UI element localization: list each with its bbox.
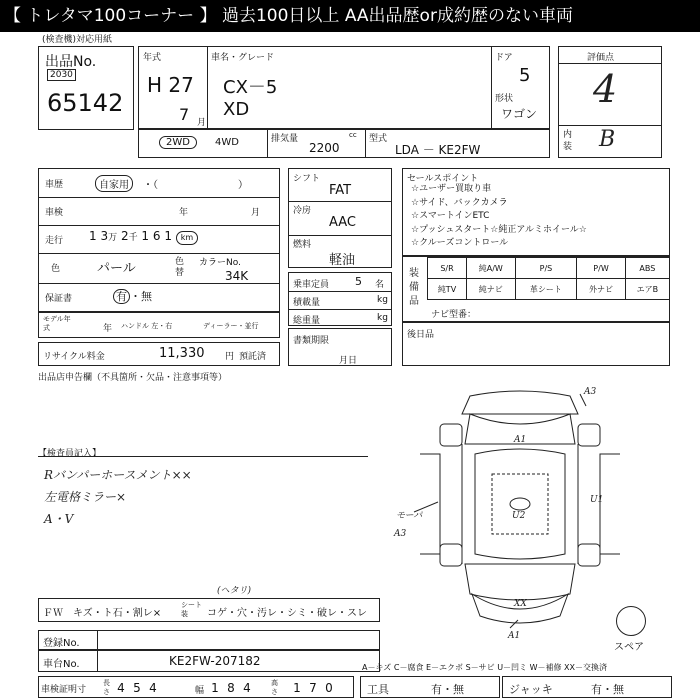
spare-label: スペア [614, 642, 644, 653]
length-digit: 4 [149, 681, 157, 695]
warranty-value: 有 [113, 289, 130, 304]
equipment-label: 装備品 [409, 268, 419, 307]
year-value: 27 [168, 73, 194, 97]
score-label: 評価点 [587, 53, 615, 63]
capacity-block [288, 272, 392, 326]
history-value: 自家用 [95, 175, 133, 192]
color-no: 34K [225, 269, 249, 283]
diagram-a3-top: A3 [584, 387, 597, 397]
recycle-label: リサイクル料金 [43, 352, 105, 362]
interior-label: 内装 [563, 130, 573, 152]
history-label: 車歴 [45, 180, 64, 190]
aircon-value: AAC [329, 215, 356, 230]
tools-label: 工具 [367, 683, 389, 696]
lot-stamp: 2030 [47, 69, 76, 81]
lot-label: 出品No. [45, 54, 97, 70]
registration-row [38, 630, 380, 650]
handle-label: ハンドル 左・右 [121, 322, 173, 330]
sales-point-item: ☆スマートインETC [411, 211, 490, 221]
diagram-u2-center: U2 [512, 511, 526, 521]
height-digit: 1 [293, 681, 301, 695]
banner: 【 トレタマ100コーナー 】 過去100日以上 AA出品歴or成約歴のない車両 [0, 0, 700, 32]
weight-unit: kg [377, 313, 388, 323]
mileage-man: 1 3 [89, 229, 109, 243]
model-year-row [38, 312, 280, 338]
car-diagram [394, 384, 640, 644]
recycle-unit: 円 [225, 352, 235, 362]
year-era: H [147, 73, 163, 97]
vehicle-cert-row [38, 676, 354, 698]
chassis-value: KE2FW-207182 [169, 654, 261, 668]
score-value: 4 [593, 67, 618, 111]
capacity-label: 乗車定員 [293, 280, 330, 290]
color-value: パール [97, 261, 136, 276]
inspection-year-unit: 年 [179, 208, 189, 218]
history-rest: ・（ ） [143, 180, 248, 191]
inspection-month-unit: 月 [251, 208, 261, 218]
doors-label: ドア [495, 53, 513, 63]
diagram-xx: XX [514, 599, 527, 609]
drive-2wd: 2WD [159, 136, 197, 149]
mileage-man-unit: 万 [108, 233, 118, 243]
navi-label: ナビ型番： [431, 310, 477, 320]
equip-ext-navi: 外ナビ [577, 279, 625, 300]
recycle-note: 預託済 [239, 352, 267, 362]
mileage-sen-unit: 千 [128, 233, 138, 243]
mileage-rest: 1 6 1 [141, 229, 172, 243]
inspection-label: 車検 [45, 208, 64, 218]
sales-points-label: セールスポイント [407, 174, 479, 184]
capacity-value: 5 [355, 275, 362, 288]
width-digit: 4 [243, 681, 251, 695]
sales-point-item: ☆クルーズコントロール [411, 238, 509, 248]
equipment-table [427, 257, 670, 300]
equip-sr: S/R [428, 258, 467, 279]
jack-value: 有・無 [591, 683, 624, 696]
mileage-unit: km [176, 231, 198, 245]
inspector-label: 【検査員記入】 [38, 449, 102, 459]
length-digits [113, 681, 161, 695]
shift-label: シフト [293, 174, 321, 184]
capacity-unit: 名 [375, 280, 385, 290]
spec-strip [138, 128, 550, 158]
height-digit: 0 [325, 681, 333, 695]
tools-row [360, 676, 500, 698]
mileage-sen: 2 [120, 229, 129, 243]
model-name: CX－5 [223, 77, 278, 98]
type-label: 型式 [369, 134, 388, 144]
width-digit: 8 [227, 681, 235, 695]
diagram-mohr: モーパ [396, 511, 423, 521]
seller-notes-label: 出品店申告欄（不具箇所・欠品・注意事項等） [38, 373, 228, 383]
floor-row [38, 586, 380, 622]
height-label: 高さ [271, 679, 278, 696]
color-no-label: カラーNo. [199, 258, 241, 268]
equip-ps: P/S [515, 258, 577, 279]
after-block [402, 322, 670, 366]
sheet-label: シート装 [181, 601, 202, 618]
interior-value: B [599, 127, 616, 152]
after-label: 後日品 [407, 330, 435, 340]
color-label: 色 [51, 264, 61, 274]
chassis-row [38, 650, 380, 672]
lot-box [38, 46, 134, 130]
sales-point-item: ☆ユーザー買取り車 [411, 184, 492, 194]
equip-abs: ABS [625, 258, 669, 279]
displacement-unit: cc [349, 131, 357, 139]
length-digit: 4 [117, 681, 125, 695]
inspector-line: Rバンパーホースメント×× [44, 468, 192, 482]
width-label: 幅 [195, 686, 205, 696]
inspector-line: 左電格ミラー× [44, 490, 127, 504]
mechanics-block [288, 168, 392, 268]
model-year-label: モデル年式 [43, 315, 71, 332]
damage-legend: A－キズ C－腐食 E－エクボ S－サビ U－凹ミ W－補修 XX－交換済 [362, 663, 608, 672]
floor-bracket: (ヘタリ) [217, 586, 252, 596]
equip-navi: 純ナビ [467, 279, 516, 300]
equip-tv: 純TV [428, 279, 467, 300]
vehicle-header [138, 46, 550, 130]
length-label: 長さ [103, 679, 110, 696]
floor-items: キズ・ト石・割レ× [73, 608, 162, 619]
tools-value: 有・無 [431, 683, 464, 696]
doc-period-label: 書類期限 [293, 336, 330, 346]
model-year-unit: 年 [103, 324, 113, 334]
diagram-a3-left: A3 [394, 529, 407, 539]
sales-point-item: ☆プッシュスタート☆純正アルミホイール☆ [411, 224, 587, 235]
load-unit: kg [377, 295, 388, 305]
equip-leather: 革シート [515, 279, 577, 300]
warranty-none: ・無 [130, 290, 152, 303]
model-grade: XD [223, 99, 250, 120]
length-digit: 5 [133, 681, 141, 695]
fuel-label: 燃料 [293, 240, 312, 250]
shift-value: FAT [329, 183, 352, 198]
jack-label: ジャッキ [509, 683, 553, 696]
lot-number: 65142 [47, 89, 124, 117]
score-box [558, 46, 662, 158]
sales-points-list [411, 183, 587, 251]
equip-pw: P/W [577, 258, 625, 279]
diagram-a1-rear: A1 [508, 631, 521, 641]
recycle-value: 11,330 [159, 346, 205, 361]
warranty-label: 保証書 [45, 294, 73, 304]
inspector-notes [44, 464, 192, 530]
floor-label: ＦＷ [43, 608, 63, 619]
type-value: LDA － KE2FW [395, 143, 481, 157]
shape-label: 形状 [495, 94, 514, 104]
subnote: (検査機)対応用紙 [42, 35, 113, 45]
sales-points-block [402, 168, 670, 256]
fuel-value: 軽油 [329, 253, 356, 268]
aircon-label: 冷房 [293, 206, 312, 216]
sales-point-item: ☆サイド、バックカメラ [411, 197, 508, 208]
month-unit: 月 [197, 118, 207, 128]
doors-value: 5 [519, 65, 531, 86]
color-change-label: 色替 [175, 257, 185, 278]
year-label: 年式 [143, 53, 162, 63]
equip-airbag: エアB [625, 279, 669, 300]
equip-aw: 純A/W [467, 258, 516, 279]
spare-icon [616, 606, 646, 636]
doc-period-block [288, 328, 392, 366]
doc-period-unit: 月日 [339, 356, 358, 366]
height-digits [289, 681, 337, 695]
sheet-items: コゲ・穴・汚レ・シミ・破レ・スレ [207, 608, 367, 619]
registration-label: 登録No. [43, 638, 80, 649]
load-label: 積載量 [293, 298, 321, 308]
year-month: 7 [179, 105, 190, 124]
dealer-label: ディーラー・並行 [203, 322, 259, 330]
jack-row [502, 676, 672, 698]
weight-label: 総重量 [293, 316, 321, 326]
vehicle-cert-label: 車検証明寸 [41, 685, 87, 695]
diagram-u1-right: U1 [590, 495, 604, 505]
displacement-label: 排気量 [271, 134, 299, 144]
shape-value: ワゴン [501, 107, 538, 121]
model-label: 車名・グレード [211, 53, 275, 63]
recycle-row [38, 342, 280, 366]
diagram-a1-front: A1 [514, 435, 527, 445]
width-digits [207, 681, 255, 695]
chassis-label: 車台No. [43, 659, 80, 670]
details-block [38, 168, 280, 312]
displacement-value: 2200 [309, 141, 340, 155]
width-digit: 1 [211, 681, 219, 695]
mileage-label: 走行 [45, 236, 64, 246]
equipment-block [402, 256, 670, 322]
height-digit: 7 [309, 681, 317, 695]
inspector-line: A・V [44, 512, 74, 526]
drive-4wd: 4WD [215, 137, 239, 148]
